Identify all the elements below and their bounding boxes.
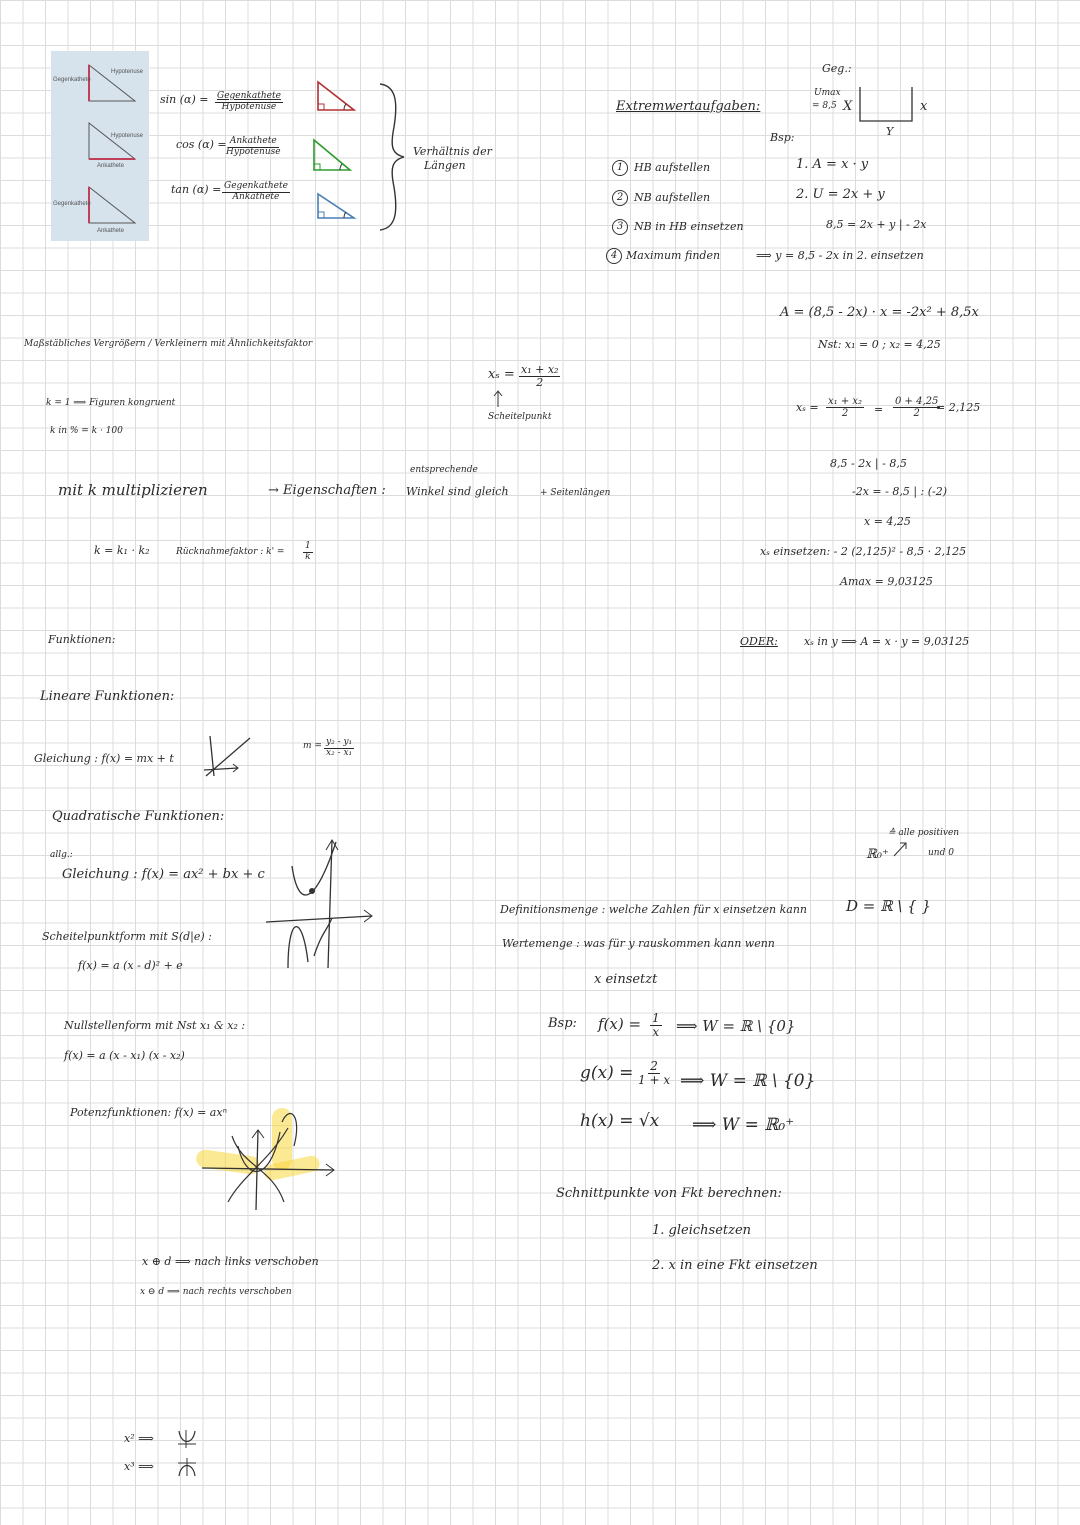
g-example-rhs: ⟹ W = ℝ \ {0} xyxy=(680,1071,816,1091)
xs-result: = 2,125 xyxy=(936,401,981,414)
extrem-eq11: Amax = 9,03125 xyxy=(840,575,933,588)
extrem-eq9: x = 4,25 xyxy=(864,515,911,528)
parabola-graph-icon xyxy=(262,836,378,972)
scaling-entsprechende: entsprechende xyxy=(410,465,478,475)
ruecknahme-denominator: k xyxy=(305,551,311,562)
curly-brace-icon xyxy=(378,82,408,232)
blue-triangle-icon xyxy=(316,192,356,220)
sin-denominator: Hypotenuse xyxy=(221,101,277,112)
sin-numerator: Gegenkathete xyxy=(217,91,281,101)
extrem-eq1: 1. A = x · y xyxy=(796,157,869,172)
step-number-2: 2 xyxy=(612,190,628,206)
cos-denominator: Hypotenuse xyxy=(226,146,281,157)
extrem-eq7: 8,5 - 2x | - 8,5 xyxy=(830,457,907,470)
linear-graph-icon xyxy=(200,734,256,780)
oder-text: xₛ in y ⟹ A = x · y = 9,03125 xyxy=(804,635,970,648)
definition-set-value: D = ℝ \ { } xyxy=(846,897,932,915)
definition-set-text: Definitionsmenge : welche Zahlen für x einsetzen kann xyxy=(500,903,808,916)
schnittpunkte-step1: 1. gleichsetzen xyxy=(652,1223,752,1238)
scaling-multiply: mit k multiplizieren xyxy=(58,481,208,499)
rect-x-left: X xyxy=(843,99,853,114)
slope-fraction xyxy=(324,738,354,759)
r0-alle-positiven: ≙ alle positiven xyxy=(888,828,960,838)
g-example-lhs: g(x) = xyxy=(580,1063,634,1083)
scaling-title: Maßstäbliches Vergrößern / Verkleinern mit Ähnlichkeitsfaktor xyxy=(24,339,313,349)
up-arrow-icon xyxy=(493,390,503,408)
extrem-eq2: 2. U = 2x + y xyxy=(796,187,885,202)
f-example-numerator: 1 xyxy=(652,1011,660,1025)
triangle-cos-icon xyxy=(87,121,137,161)
vertex-form-title: Scheitelpunktform mit S(d|e) : xyxy=(42,930,212,943)
extrem-eq4: ⟹ y = 8,5 - 2x in 2. einsetzen xyxy=(756,249,924,262)
x-cubed-shape-icon xyxy=(176,1456,198,1478)
extrem-bsp: Bsp: xyxy=(770,131,795,144)
scaling-k1: k = 1 ⟹ Figuren kongruent xyxy=(46,398,176,408)
vertex-xs-lhs: xₛ = xyxy=(488,367,515,382)
step-number-1: 1 xyxy=(612,160,628,176)
cos-fraction xyxy=(224,137,283,158)
step-text-3: NB in HB einsetzen xyxy=(634,220,744,233)
xs-lhs: xₛ = xyxy=(796,401,819,414)
label-hypotenuse-1: Hypotenuse xyxy=(111,69,144,75)
g-example-numerator: 2 xyxy=(650,1059,658,1073)
xs-numerator-2: 0 + 4,25 xyxy=(895,396,939,407)
ruecknahme-numerator: 1 xyxy=(305,541,311,551)
f-example-lhs: f(x) = xyxy=(598,1015,642,1033)
ratio-label-line2: Längen xyxy=(424,159,466,172)
green-triangle-icon xyxy=(312,138,352,172)
trig-reference-image xyxy=(51,51,149,241)
tan-label: tan (α) = xyxy=(171,183,222,196)
value-set-text-line1: Wertemenge : was für y rauskommen kann wenn xyxy=(502,937,775,950)
extrem-title: Extremwertaufgaben: xyxy=(616,99,761,114)
quadratic-title: Quadratische Funktionen: xyxy=(52,809,225,824)
power-graph-icon xyxy=(198,1106,338,1212)
extrem-eq8: -2x = - 8,5 | : (-2) xyxy=(852,485,948,498)
ruecknahme-fraction xyxy=(303,542,313,563)
step-number-3: 3 xyxy=(612,219,628,235)
scaling-k-percent: k in % = k · 100 xyxy=(50,426,123,436)
functions-title: Funktionen: xyxy=(48,633,116,646)
h-example-rhs: ⟹ W = ℝ₀⁺ xyxy=(692,1115,795,1135)
root-form-title: Nullstellenform mit Nst x₁ & x₂ : xyxy=(64,1019,246,1032)
g-example-fraction xyxy=(636,1060,672,1087)
label-hypotenuse-2: Hypotenuse xyxy=(111,133,144,139)
domain-bsp: Bsp: xyxy=(548,1016,577,1031)
sin-fraction xyxy=(215,92,283,113)
quadratic-equation: Gleichung : f(x) = ax² + bx + c xyxy=(62,867,265,882)
step-number-4: 4 xyxy=(606,248,622,264)
rect-y-label: Y xyxy=(886,125,894,138)
scaling-eigenschaften: → Eigenschaften : xyxy=(268,483,386,498)
step-text-4: Maximum finden xyxy=(626,249,721,262)
f-example-fraction xyxy=(650,1012,662,1039)
x-squared-shape-icon xyxy=(176,1428,198,1450)
vertex-numerator: x₁ + x₂ xyxy=(521,363,559,376)
power-functions: Potenzfunktionen: f(x) = axⁿ xyxy=(70,1106,228,1119)
vertex-label: Scheitelpunkt xyxy=(488,412,552,422)
sin-label: sin (α) = xyxy=(160,93,209,106)
cos-numerator: Ankathete xyxy=(229,136,277,146)
slope-denominator: x₂ - x₁ xyxy=(326,747,353,758)
tan-numerator: Gegenkathete xyxy=(224,181,288,191)
shift-right: x ⊖ d ⟹ nach rechts verschoben xyxy=(140,1287,292,1297)
schnittpunkte-title: Schnittpunkte von Fkt berechnen: xyxy=(556,1186,782,1201)
u-rectangle-icon xyxy=(858,85,914,125)
tan-denominator: Ankathete xyxy=(232,191,280,202)
red-triangle-icon xyxy=(316,80,356,112)
scaling-winkel: Winkel sind gleich xyxy=(406,485,509,498)
slope-lhs: m = xyxy=(303,741,322,751)
x-squared: x² ⟹ xyxy=(124,1432,154,1445)
xs-numerator-1: x₁ + x₂ xyxy=(828,396,863,407)
oder-label: ODER: xyxy=(740,635,778,648)
linear-equation: Gleichung : f(x) = mx + t xyxy=(34,752,174,765)
step-text-2: NB aufstellen xyxy=(634,191,711,204)
ratio-label-line1: Verhältnis der xyxy=(413,145,492,158)
root-form-equation: f(x) = a (x - x₁) (x - x₂) xyxy=(64,1049,185,1062)
f-example-denominator: x xyxy=(652,1025,660,1040)
rect-x-right: x xyxy=(920,99,928,114)
label-ankathete-2: Ankathete xyxy=(97,228,125,234)
extrem-eq10: xₛ einsetzen: - 2 (2,125)² - 8,5 · 2,125 xyxy=(760,545,967,558)
g-example-denominator: 1 + x xyxy=(638,1073,671,1088)
x-cubed: x³ ⟹ xyxy=(124,1460,154,1473)
label-gegenkathete-2: Gegenkathete xyxy=(53,201,91,207)
scaling-seiten: + Seitenlängen xyxy=(540,488,611,498)
xs-denominator-1: 2 xyxy=(841,408,849,419)
label-gegenkathete-1: Gegenkathete xyxy=(53,77,91,83)
extrem-eq3: 8,5 = 2x + y | - 2x xyxy=(826,218,927,231)
h-example-lhs: h(x) = √x xyxy=(580,1111,660,1131)
triangle-tan-icon xyxy=(87,185,137,225)
cos-label: cos (α) = xyxy=(176,138,227,151)
schnittpunkte-step2: 2. x in eine Fkt einsetzen xyxy=(652,1258,818,1273)
tan-fraction xyxy=(222,182,290,203)
r0-arrow-icon xyxy=(892,840,908,858)
xs-fraction-1 xyxy=(826,396,864,419)
xs-denominator-2: 2 xyxy=(913,408,920,419)
quadratic-allg: allg.: xyxy=(50,850,73,860)
geg-label: Geg.: xyxy=(822,62,852,75)
xs-equals: = xyxy=(874,403,884,416)
slope-numerator: y₂ - y₁ xyxy=(326,737,353,747)
vertex-denominator: 2 xyxy=(536,376,544,390)
vertex-form-equation: f(x) = a (x - d)² + e xyxy=(78,959,183,972)
r0-plus-symbol: ℝ₀⁺ xyxy=(866,847,889,862)
vertex-fraction xyxy=(519,364,560,389)
extrem-eq5: A = (8,5 - 2x) · x = -2x² + 8,5x xyxy=(780,305,979,320)
value-set-text-line2: x einsetzt xyxy=(594,972,658,987)
linear-title: Lineare Funktionen: xyxy=(40,689,175,704)
step-text-1: HB aufstellen xyxy=(634,161,711,174)
umax-line1: Umax xyxy=(814,88,841,98)
f-example-rhs: ⟹ W = ℝ \ {0} xyxy=(676,1017,796,1035)
scaling-ruecknahme: Rücknahmefaktor : k' = xyxy=(176,547,285,557)
shift-left: x ⊕ d ⟹ nach links verschoben xyxy=(142,1255,319,1268)
umax-line2: = 8,5 xyxy=(812,101,837,111)
scaling-k-product: k = k₁ · k₂ xyxy=(94,544,150,557)
r0-und-null: und 0 xyxy=(928,848,954,858)
extrem-eq6: Nst: x₁ = 0 ; x₂ = 4,25 xyxy=(818,338,941,351)
label-ankathete-1: Ankathete xyxy=(97,163,125,169)
xs-fraction-2 xyxy=(893,396,940,419)
